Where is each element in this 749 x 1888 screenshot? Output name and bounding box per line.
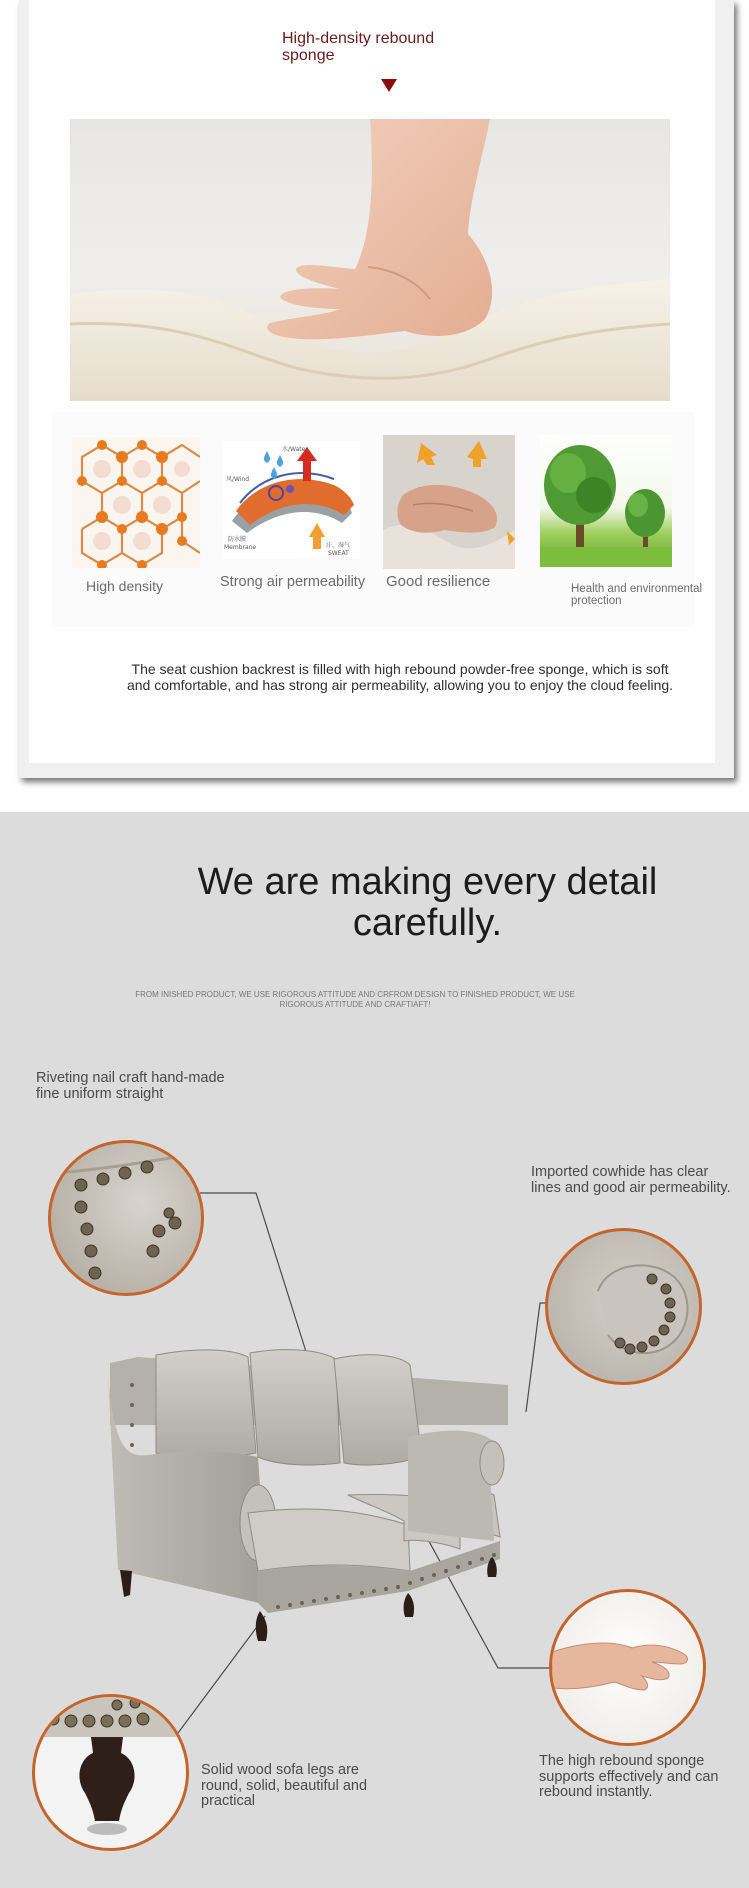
svg-text:风/Wind: 风/Wind: [226, 476, 250, 483]
feature-label-resilience: Good resilience: [386, 573, 491, 590]
svg-text:防水膜: 防水膜: [228, 536, 247, 543]
sponge-title: High-density rebound sponge: [282, 30, 435, 64]
hand-pressing-sponge-photo: [70, 119, 670, 401]
callout-sponge: The high rebound sponge supports effectively and can rebound instantly.: [539, 1753, 719, 1800]
cushion-description: The seat cushion backrest is filled with high rebound powder-free sponge, which is soft and comfortable, and has strong air permeability, allowing you to enjoy the cloud feeling.: [126, 661, 674, 693]
wooden-leg-photo: [32, 1694, 189, 1851]
svg-text:水/Water: 水/Water: [282, 446, 308, 453]
callout-cowhide: Imported cowhide has clear lines and good air permeability.: [531, 1164, 731, 1196]
membrane-diagram-icon: [222, 441, 360, 559]
svg-text:汗、湿气: 汗、湿气: [326, 542, 351, 549]
detail-subheading: FROM INISHED PRODUCT, WE USE RIGOROUS ATTITUDE AND CRFROM DESIGN TO FINISHED PRODUCT, WE USE RIGOROUS ATTITUDE AND CRAFTIAFT!: [135, 990, 575, 1009]
callout-rivet: Riveting nail craft hand-made fine uniform straight: [36, 1070, 225, 1102]
callout-legs: Solid wood sofa legs are round, solid, beautiful and practical: [201, 1762, 368, 1809]
feature-label-environmental: Health and environmental protection: [571, 583, 703, 607]
svg-text:Membrane: Membrane: [224, 544, 257, 551]
honeycomb-molecule-icon: [72, 437, 200, 568]
rivet-detail-photo: [48, 1140, 204, 1296]
trees-icon: [540, 435, 672, 567]
hand-pressing-foam-icon: [383, 435, 515, 569]
svg-text:SWEAT: SWEAT: [328, 550, 349, 557]
feature-label-high-density: High density: [86, 578, 164, 594]
feature-label-air-permeability: Strong air permeability: [220, 574, 366, 590]
sofa-image: [108, 1345, 608, 1645]
detail-heading: We are making every detail carefully.: [197, 861, 658, 944]
down-arrow-icon: [381, 79, 397, 92]
